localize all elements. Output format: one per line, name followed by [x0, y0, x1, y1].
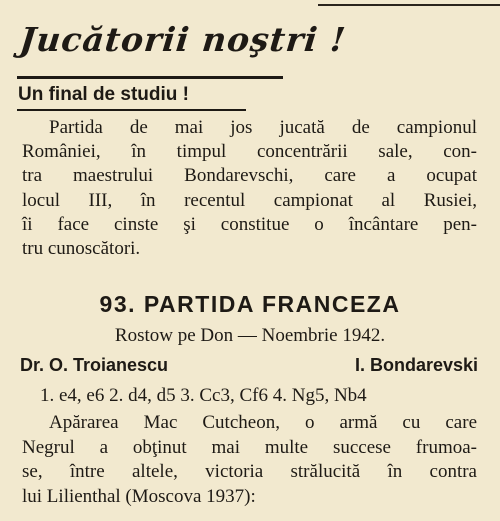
intro-line: Partida de mai jos jucată de campionul [49, 117, 477, 138]
commentary-line: Negrul a obţinut mai multe succese frumoa- [22, 436, 477, 458]
intro-line: îi face cinste şi constitue o încântare pen- [22, 213, 477, 235]
intro-line: tru cunoscători. [22, 238, 141, 260]
game-heading: 93. PARTIDA FRANCEZA [99, 291, 401, 317]
commentary-paragraph [22, 411, 477, 509]
game-place-date: Rostow pe Don — Noembrie 1942. [114, 325, 386, 346]
title-underline [17, 76, 283, 79]
players-row [20, 355, 478, 376]
commentary-line: se, între altele, victoria strălucită în contra [22, 461, 477, 482]
commentary-line: Apărarea Mac Cutcheon, o armă cu care [49, 412, 477, 433]
top-divider [318, 4, 500, 6]
intro-paragraph [22, 116, 477, 261]
section-title: Jucătorii noştri ! [17, 20, 349, 59]
article-subtitle: Un final de studiu ! [18, 84, 189, 105]
opening-moves: 1. e4, e6 2. d4, d5 3. Cc3, Cf6 4. Ng5, Nb4 [40, 385, 367, 406]
white-player: Dr. O. Troianescu [20, 355, 169, 375]
commentary-line: lui Lilienthal (Moscova 1937): [22, 485, 256, 507]
subtitle-underline [17, 109, 246, 111]
intro-line: locul III, în recentul campionat al Rusiei, [22, 189, 477, 211]
intro-line: României, în timpul concentrării sale, con- [22, 141, 477, 163]
intro-line: tra maestrului Bondarevschi, care a ocupat [22, 165, 477, 187]
black-player: I. Bondarevski [354, 355, 478, 375]
